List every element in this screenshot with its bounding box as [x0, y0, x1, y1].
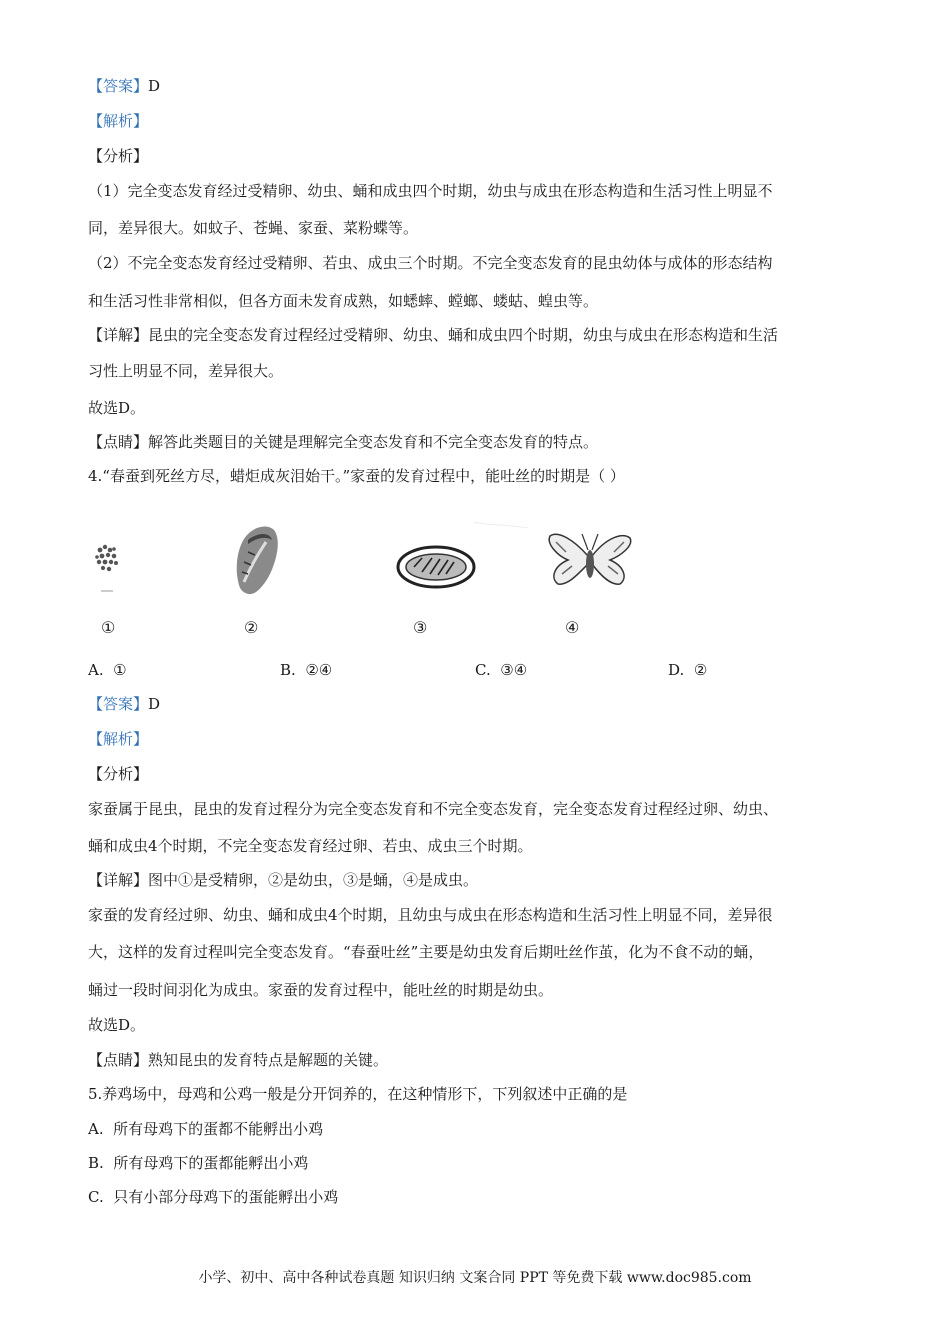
option-text: 所有母鸡下的蛋都不能孵出小鸡	[113, 1120, 324, 1138]
page-footer: 小学、初中、高中各种试卷真题 知识归纳 文案合同 PPT 等免费下载 www.doc985.com	[198, 1270, 752, 1286]
egg-cluster-image	[95, 545, 118, 591]
q3-tip	[88, 432, 863, 452]
q3-p2-line2: 和生活习性非常相似，但各方面未发育成熟，如蟋蟀、螳螂、蝼蛄、蝗虫等。	[88, 292, 599, 310]
larva-image	[237, 527, 278, 595]
q3-analysis-heading	[88, 111, 863, 131]
tip-tag: 【点睛】	[88, 1051, 149, 1069]
q4-fenxi-line1: 家蚕属于昆虫，昆虫的发育过程分为完全变态发育和不完全变态发育，完全变态发育过程经过卵、幼虫、	[88, 800, 779, 818]
detail-text: 图中①是受精卵，②是幼虫，③是蛹，④是成虫。	[148, 871, 479, 889]
figure-label-3: ③	[413, 618, 428, 637]
detail-tag: 【详解】	[88, 871, 149, 889]
option-letter: C.	[475, 661, 491, 679]
option-text: 只有小部分母鸡下的蛋能孵出小鸡	[113, 1188, 339, 1206]
q4-detail-line4: 蛹过一段时间羽化为成虫。家蚕的发育过程中，能吐丝的时期是幼虫。	[88, 981, 554, 999]
figure-label-2: ②	[244, 618, 259, 637]
q4-fenxi-line2: 蛹和成虫4个时期，不完全变态发育经过卵、若虫、成虫三个时期。	[88, 837, 533, 855]
option-letter: B.	[88, 1154, 104, 1172]
fenxi-tag: 【分析】	[88, 765, 149, 783]
tip-tag: 【点睛】	[88, 433, 149, 451]
moth-image	[549, 534, 630, 584]
q4-detail-line2: 家蚕的发育经过卵、幼虫、蛹和成虫4个时期，且幼虫与成虫在形态构造和生活习性上明显不同，差异很	[88, 906, 773, 924]
q4-option-c	[475, 660, 527, 680]
q4-choose: 故选D。	[88, 1016, 146, 1034]
option-letter: A.	[88, 1120, 104, 1138]
q4-option-d	[668, 660, 707, 680]
q4-tip	[88, 1050, 863, 1070]
q4-detail	[88, 870, 863, 890]
q5-option-c	[88, 1187, 863, 1207]
q4-analysis-heading	[88, 729, 863, 749]
figure-label-1: ①	[101, 618, 116, 637]
option-letter: B.	[280, 661, 296, 679]
q4-option-b	[280, 660, 332, 680]
q3-detail-line2: 习性上明显不同，差异很大。	[88, 362, 284, 380]
option-letter: C.	[88, 1188, 104, 1206]
q5-question: 5.养鸡场中，母鸡和公鸡一般是分开饲养的，在这种情形下，下列叙述中正确的是	[88, 1085, 628, 1103]
q3-detail	[88, 325, 863, 345]
q3-answer	[88, 76, 863, 96]
q4-option-a	[88, 660, 127, 680]
q3-p1-line2: 同，差异很大。如蚊子、苍蝇、家蚕、菜粉蝶等。	[88, 219, 419, 237]
pupa-image	[398, 522, 528, 587]
answer-tag: 【答案】	[88, 695, 149, 713]
option-text: ②④	[305, 661, 333, 679]
q4-question: 4.“春蚕到死丝方尽，蜡炬成灰泪始干。”家蚕的发育过程中，能吐丝的时期是（ ）	[88, 467, 625, 485]
q4-answer	[88, 694, 863, 714]
analysis-tag: 【解析】	[88, 112, 149, 130]
option-letter: D.	[668, 661, 685, 679]
detail-tag: 【详解】	[88, 326, 149, 344]
q5-option-a	[88, 1119, 863, 1139]
answer-value: D	[148, 77, 161, 95]
answer-tag: 【答案】	[88, 77, 149, 95]
figure-label-4: ④	[565, 618, 580, 637]
tip-text: 熟知昆虫的发育特点是解题的关键。	[148, 1051, 389, 1069]
detail-text: 昆虫的完全变态发育过程经过受精卵、幼虫、蛹和成虫四个时期，幼虫与成虫在形态构造和生活	[148, 326, 779, 344]
option-text: ②	[693, 661, 708, 679]
option-text: ①	[113, 661, 127, 679]
fenxi-tag: 【分析】	[88, 147, 149, 165]
analysis-tag: 【解析】	[88, 730, 149, 748]
answer-value: D	[148, 695, 161, 713]
option-text: 所有母鸡下的蛋都能孵出小鸡	[113, 1154, 309, 1172]
q3-p1-line1: （1）完全变态发育经过受精卵、幼虫、蛹和成虫四个时期，幼虫与成虫在形态构造和生活习性上明显不	[88, 182, 773, 200]
option-letter: A.	[88, 661, 104, 679]
silkworm-life-cycle-figure	[88, 512, 648, 607]
q3-choose: 故选D。	[88, 399, 146, 417]
q4-detail-line3: 大，这样的发育过程叫完全变态发育。“春蚕吐丝”主要是幼虫发育后期吐丝作茧，化为不食不动的蛹，	[88, 943, 764, 961]
option-text: ③④	[500, 661, 528, 679]
q4-fenxi-heading	[88, 764, 863, 784]
q3-fenxi-heading	[88, 146, 863, 166]
q5-option-b	[88, 1153, 863, 1173]
tip-text: 解答此类题目的关键是理解完全变态发育和不完全变态发育的特点。	[148, 433, 599, 451]
q3-p2-line1: （2）不完全变态发育经过受精卵、若虫、成虫三个时期。不完全变态发育的昆虫幼体与成体的形态结构	[88, 254, 773, 272]
